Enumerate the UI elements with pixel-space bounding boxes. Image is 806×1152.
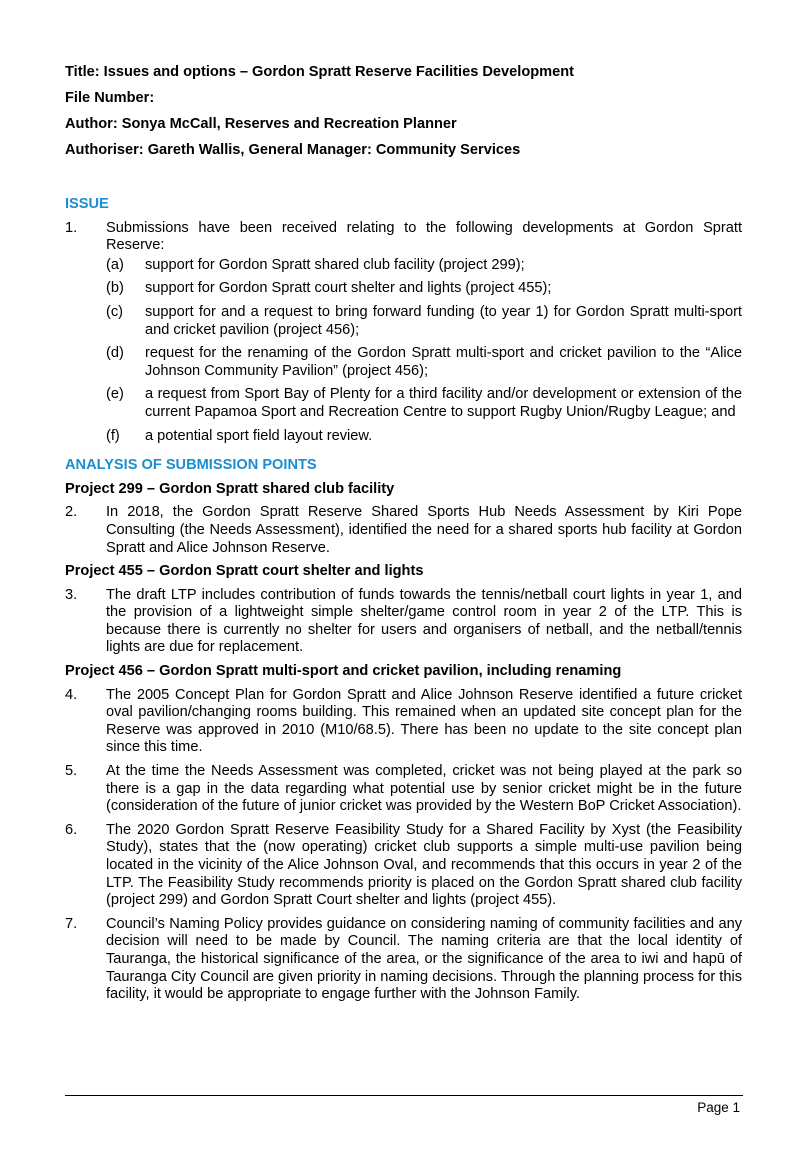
paragraph-1 xyxy=(65,220,742,452)
project-456-heading: Project 456 – Gordon Spratt multi-sport and cricket pavilion, including renaming xyxy=(65,663,622,680)
paragraph-text: Council’s Naming Policy provides guidance on considering naming of community facilities and any decision will need to be made by Council. The naming criteria are that the local identity of Tauranga, the historical significance of the area, or the significance of the area to iwi and hapū of Tauranga City Council are given priority in naming decisions. Through the planning process for this facility, it would be appropriate to engage further with the Johnson Family. xyxy=(106,915,742,1003)
paragraph-5 xyxy=(65,763,742,816)
list-item: (c) support for and a request to bring forward funding (to year 1) for Gordon Spratt multi-sport and cricket pavilion (project 456); xyxy=(106,303,742,338)
paragraph-text: The 2020 Gordon Spratt Reserve Feasibility Study for a Shared Facility by Xyst (the Feasibility Study), states that the (now operating) cricket club supports a simple multi-use pavilion being located in the vicinity of the Alice Johnson Oval, and recommends that this occurs in year 2 of the LTP. The Feasibility Study recommends priority is placed on the Gordon Spratt shared club facility (project 299) and Gordon Spratt Court shelter and lights (project 455). xyxy=(106,821,742,909)
paragraph-2 xyxy=(65,504,742,557)
paragraph-text: In 2018, the Gordon Spratt Reserve Shared Sports Hub Needs Assessment by Kiri Pope Consulting (the Needs Assessment), identified the need for a shared sports hub facility at Gordon Spratt and Alice Johnson Reserve. xyxy=(106,504,742,556)
paragraph-7 xyxy=(65,916,742,1004)
paragraph-number: 3. xyxy=(65,586,78,603)
project-455-heading: Project 455 – Gordon Spratt court shelter and lights xyxy=(65,563,424,580)
list-item: (b) support for Gordon Spratt court shelter and lights (project 455); xyxy=(106,280,552,297)
report-metadata xyxy=(65,64,755,168)
paragraph-number: 4. xyxy=(65,686,78,703)
paragraph-text: At the time the Needs Assessment was completed, cricket was not being played at the park so there is a gap in the data regarding what potential use by senior cricket might be in the future (consideration of the future of junior cricket was provided by the Western BoP Cricket Association). xyxy=(106,763,742,815)
project-299-heading: Project 299 – Gordon Spratt shared club facility xyxy=(65,480,395,497)
list-item: (a) support for Gordon Spratt shared club facility (project 299); xyxy=(106,256,525,273)
analysis-heading: ANALYSIS OF SUBMISSION POINTS xyxy=(65,457,317,474)
paragraph-6 xyxy=(65,822,742,910)
file-number: File Number: xyxy=(65,90,155,107)
page-number: Page 1 xyxy=(697,1100,740,1115)
list-item: (f) a potential sport field layout review. xyxy=(106,427,373,444)
report-author: Author: Sonya McCall, Reserves and Recreation Planner xyxy=(65,116,457,133)
paragraph-4 xyxy=(65,687,742,757)
paragraph-text: Submissions have been received relating to the following developments at Gordon Spratt Reserve: xyxy=(106,219,742,254)
paragraph-number: 2. xyxy=(65,504,78,521)
report-title: Title: Issues and options – Gordon Spratt Reserve Facilities Development xyxy=(65,64,575,80)
paragraph-3 xyxy=(65,587,742,657)
list-item: (e) a request from Sport Bay of Plenty for a third facility and/or development or extension of the current Papamoa Sport and Recreation Centre to support Rugby Union/Rugby League; and xyxy=(106,386,742,420)
report-authoriser: Authoriser: Gareth Wallis, General Manager: Community Services xyxy=(65,142,521,159)
paragraph-number: 7. xyxy=(65,915,78,932)
paragraph-text: The draft LTP includes contribution of funds towards the tennis/netball court lights in year 1, and the provision of a lightweight simple shelter/game control room in year 2 of the LTP. This is because there is currently no shelter for users and organisers of netball, and the netball/tennis lights are due for replacement. xyxy=(106,586,742,656)
issue-heading: ISSUE xyxy=(65,196,109,212)
footer-divider xyxy=(65,1095,743,1096)
paragraph-number: 6. xyxy=(65,821,78,838)
paragraph-number: 1. xyxy=(65,219,78,236)
paragraph-number: 5. xyxy=(65,763,78,780)
report-body xyxy=(65,196,742,1010)
paragraph-text: The 2005 Concept Plan for Gordon Spratt and Alice Johnson Reserve identified a future cricket oval pavilion/changing rooms building. This remained when an updated site concept plan for the Reserve was approved in 2010 (M10/68.5). There has been no update to the site concept plan since this time. xyxy=(106,686,742,756)
list-item: (d) request for the renaming of the Gordon Spratt multi-sport and cricket pavilion to the “Alice Johnson Community Pavilion” (project 456); xyxy=(106,345,742,379)
submission-items-list xyxy=(106,257,742,445)
